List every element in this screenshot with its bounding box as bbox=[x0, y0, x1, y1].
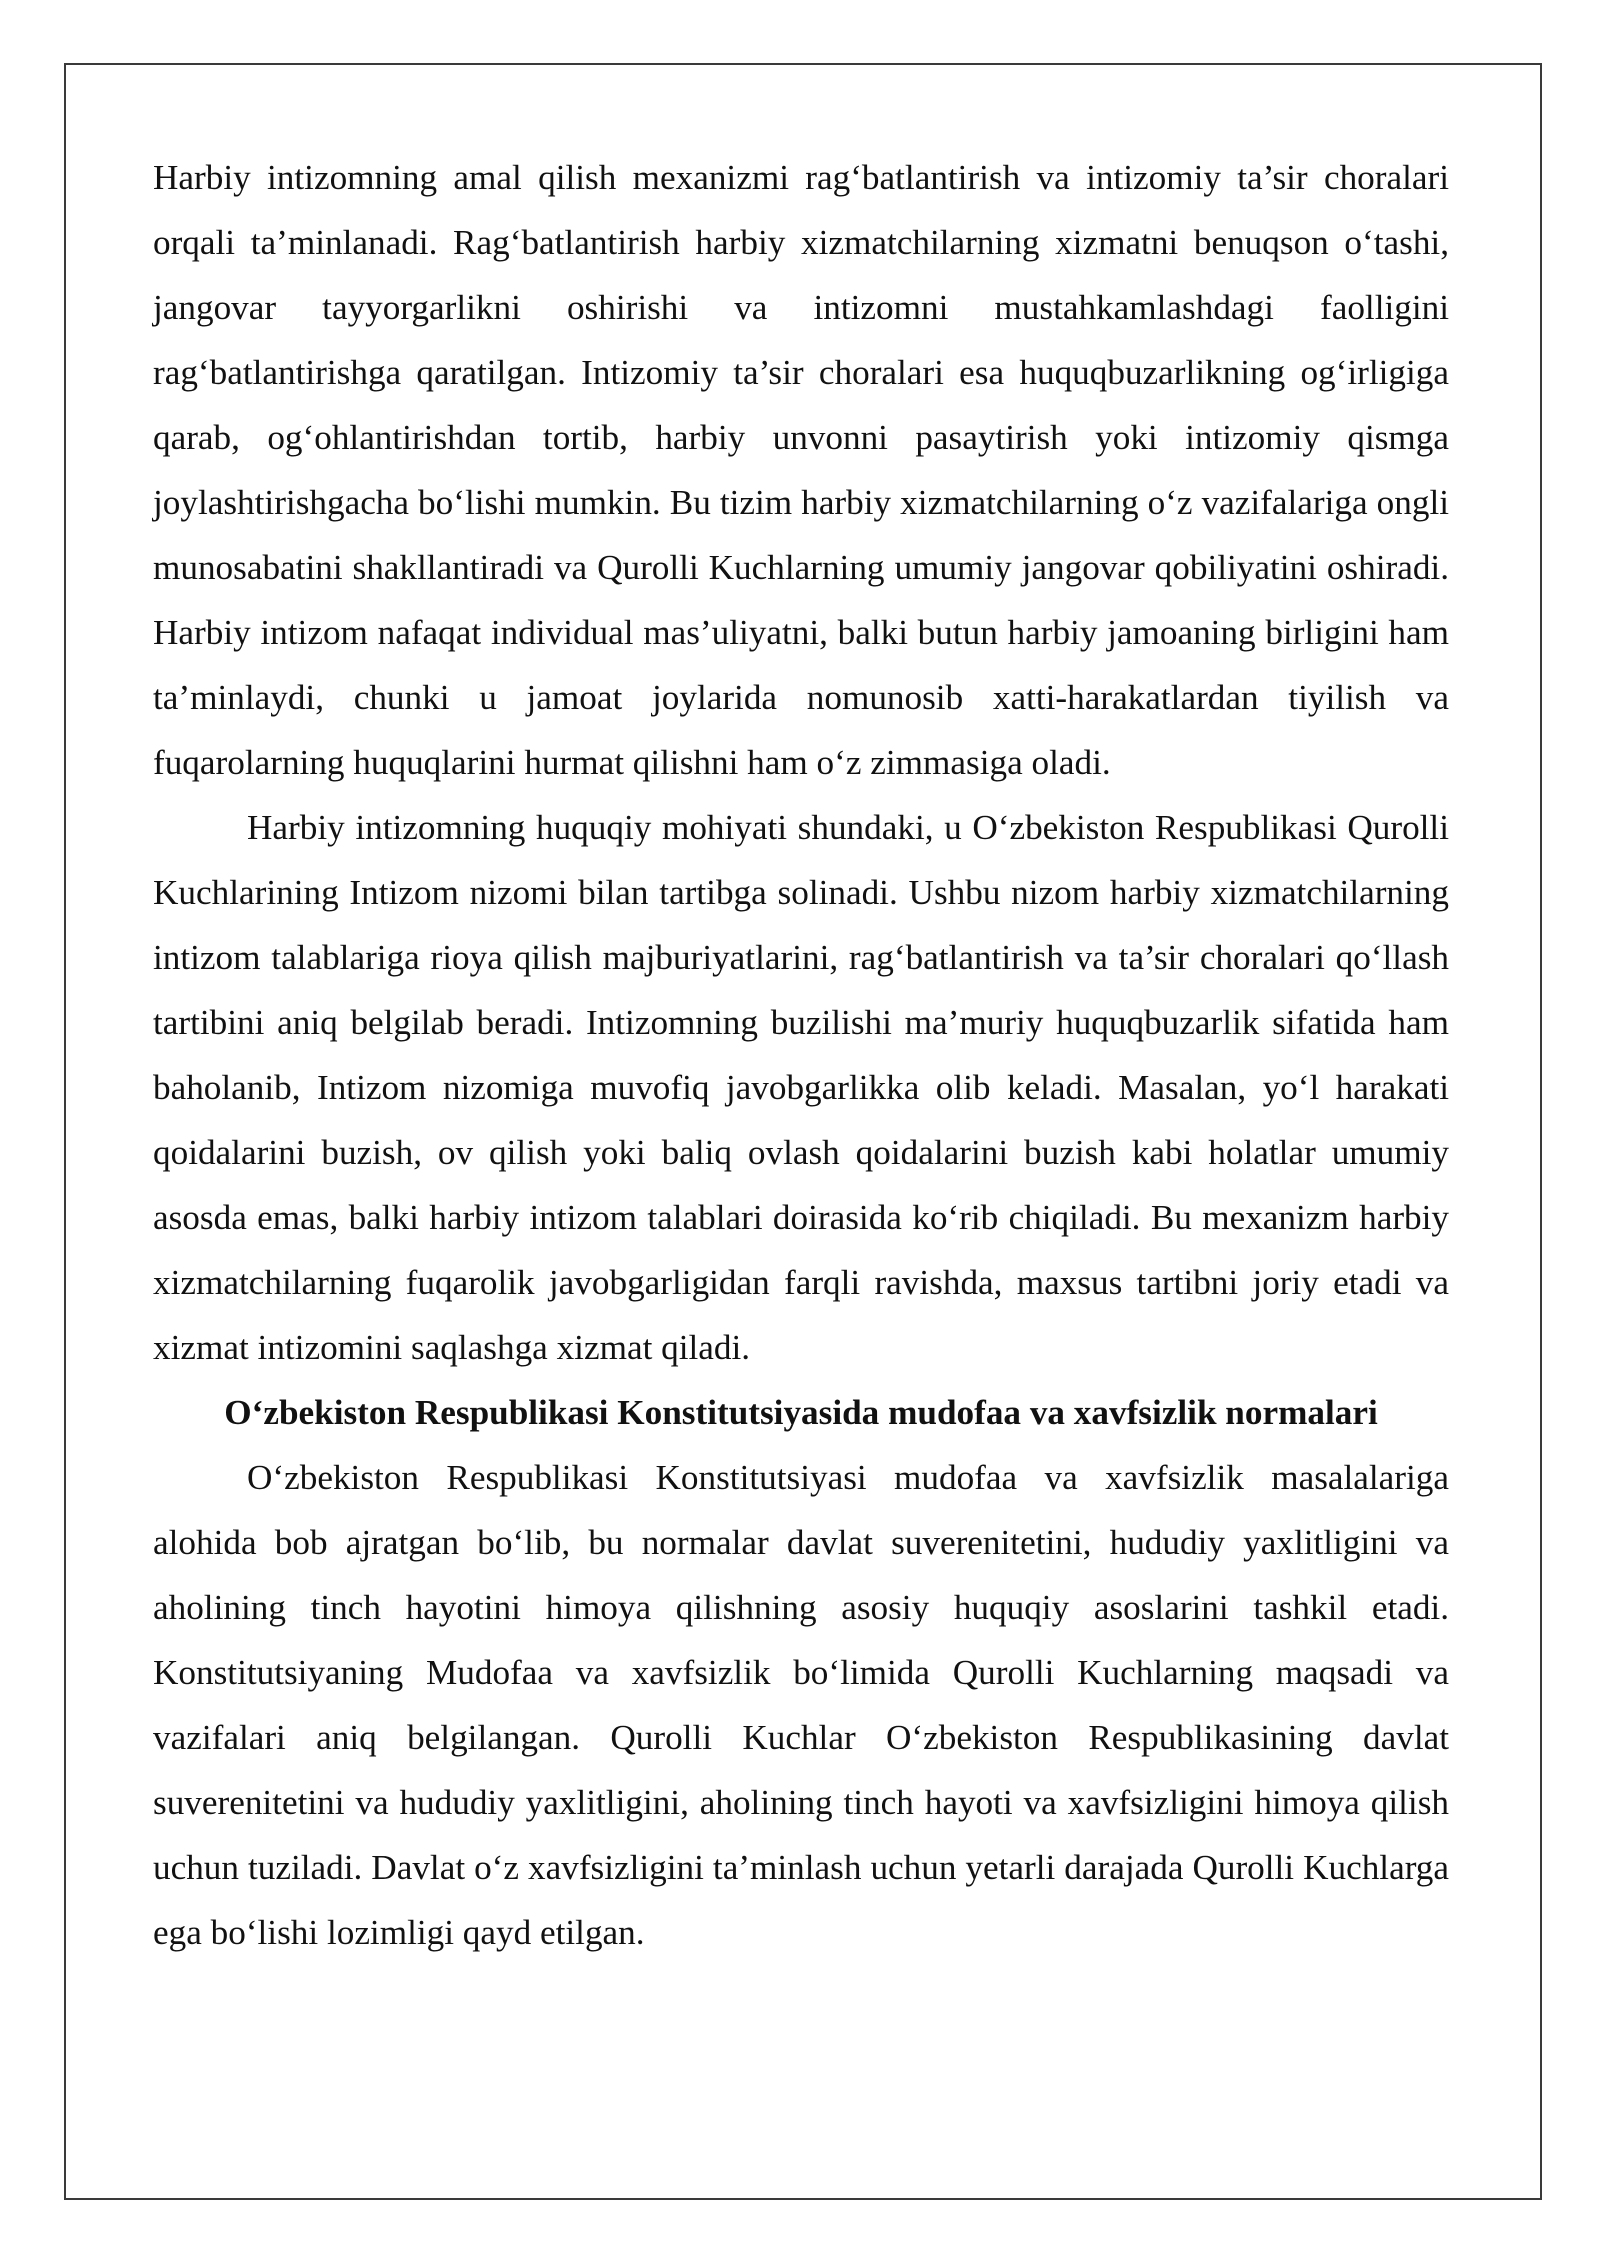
section-heading: O‘zbekiston Respublikasi Konstitutsiyasida mudofaa va xavfsizlik normalari bbox=[224, 1393, 1378, 1432]
paragraph-2: Harbiy intizomning huquqiy mohiyati shundaki, u O‘zbekiston Respublikasi Qurolli Kuchlarining Intizom nizomi bilan tartibga solinadi. Ushbu nizom harbiy xizmatchilarning intizom talablariga rioya qilish majburiyatlarini, rag‘batlantirish va ta’sir choralari qo‘llash tartibini aniq belgilab beradi. Intizomning buzilishi ma’muriy huquqbuzarlik sifatida ham baholanib, Intizom nizomiga muvofiq javobgarlikka olib keladi. Masalan, yo‘l harakati qoidalarini buzish, ov qilish yoki baliq ovlash qoidalarini buzish kabi holatlar umumiy asosda emas, balki harbiy intizom talablari doirasida ko‘rib chiqiladi. Bu mexanizm harbiy xizmatchilarning fuqarolik javobgarligidan farqli ravishda, maxsus tartibni joriy etadi va xizmat intizomini saqlashga xizmat qiladi. bbox=[153, 808, 1449, 1367]
paragraph-1: Harbiy intizomning amal qilish mexanizmi rag‘batlantirish va intizomiy ta’sir choralari orqali ta’minlanadi. Rag‘batlantirish harbiy xizmatchilarning xizmatni benuqson o‘tashi, jangovar tayyorgarlikni oshirishi va intizomni mustahkamlashdagi faolligini rag‘batlantirishga qaratilgan. Intizomiy ta’sir choralari esa huquqbuzarlikning og‘irligiga qarab, og‘ohlantirishdan tortib, harbiy unvonni pasaytirish yoki intizomiy qismga joylashtirishgacha bo‘lishi mumkin. Bu tizim harbiy xizmatchilarning o‘z vazifalariga ongli munosabatini shakllantiradi va Qurolli Kuchlarning umumiy jangovar qobiliyatini oshiradi. Harbiy intizom nafaqat individual mas’uliyatni, balki butun harbiy jamoaning birligini ham ta’minlaydi, chunki u jamoat joylarida nomunosib xatti-harakatlardan tiyilish va fuqarolarning huquqlarini hurmat qilishni ham o‘z zimmasiga oladi. bbox=[153, 158, 1449, 782]
document-body bbox=[153, 145, 1449, 1965]
paragraph-3: O‘zbekiston Respublikasi Konstitutsiyasi mudofaa va xavfsizlik masalalariga alohida bob ajratgan bo‘lib, bu normalar davlat suverenitetini, hududiy yaxlitligini va aholining tinch hayotini himoya qilishning asosiy huquqiy asoslarini tashkil etadi. Konstitutsiyaning Mudofaa va xavfsizlik bo‘limida Qurolli Kuchlarning maqsadi va vazifalari aniq belgilangan. Qurolli Kuchlar O‘zbekiston Respublikasining davlat suverenitetini va hududiy yaxlitligini, aholining tinch hayoti va xavfsizligini himoya qilish uchun tuziladi. Davlat o‘z xavfsizligini ta’minlash uchun yetarli darajada Qurolli Kuchlarga ega bo‘lishi lozimligi qayd etilgan. bbox=[153, 1458, 1449, 1952]
